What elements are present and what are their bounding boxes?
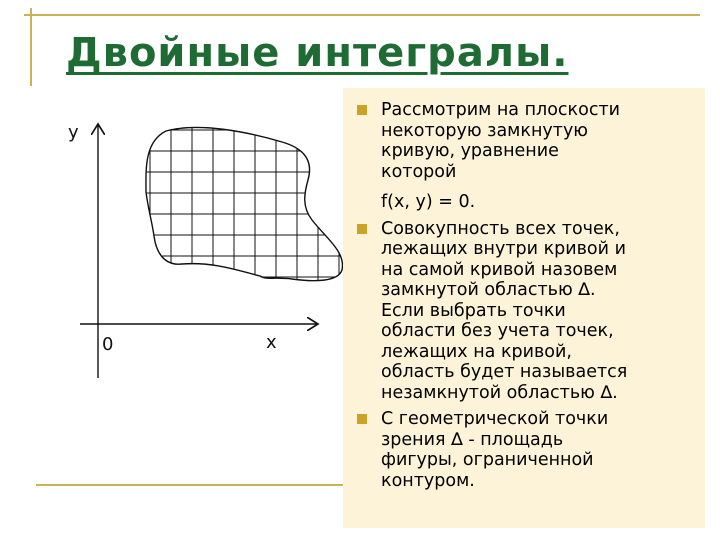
bullet-line: фигуры, ограниченной xyxy=(381,450,594,470)
origin-label: 0 xyxy=(102,334,114,355)
region-grid xyxy=(140,120,348,287)
bullet-line: зрения ∆ - площадь xyxy=(381,429,564,450)
bullet-line: контуром. xyxy=(381,470,475,491)
bullet-line: замкнутой областью ∆. xyxy=(381,280,596,300)
region-diagram xyxy=(68,112,350,384)
left-decorative-line xyxy=(30,8,32,86)
bullet-line: Если выбрать точки xyxy=(381,300,566,321)
bullet-line: лежащих внутри кривой и xyxy=(381,239,626,259)
y-axis-label: y xyxy=(68,122,79,143)
bullet-line: области без учета точек, xyxy=(381,321,614,341)
bullet-line: некоторую замкнутую xyxy=(381,120,589,141)
bullet-line: С геометрической точки xyxy=(381,409,609,429)
equation-line: f(x, y) = 0. xyxy=(381,192,476,212)
bullet-line: незамкнутой областью ∆. xyxy=(381,382,618,403)
bullet-line: которой xyxy=(381,161,457,182)
bullet-item xyxy=(357,219,695,404)
bullet-list xyxy=(343,88,705,491)
x-axis-label: x xyxy=(266,332,277,353)
slide-title: Двойные интегралы. xyxy=(66,30,569,76)
bullet-line: лежащих на кривой, xyxy=(381,341,572,362)
bullet-item xyxy=(357,100,695,213)
top-decorative-line xyxy=(24,14,700,16)
bullet-line: кривую, уравнение xyxy=(381,141,559,161)
bullet-line: Совокупность всех точек, xyxy=(381,218,620,239)
bullet-square-icon xyxy=(357,414,367,424)
bullet-square-icon xyxy=(357,224,367,234)
bullet-line: на самой кривой назовем xyxy=(381,259,618,280)
text-panel xyxy=(343,88,705,528)
closed-curve xyxy=(146,127,343,280)
bullet-item xyxy=(357,409,695,491)
bullet-line: Рассмотрим на плоскости xyxy=(381,100,621,120)
bullet-line: область будет называется xyxy=(381,362,628,382)
bullet-square-icon xyxy=(357,105,367,115)
